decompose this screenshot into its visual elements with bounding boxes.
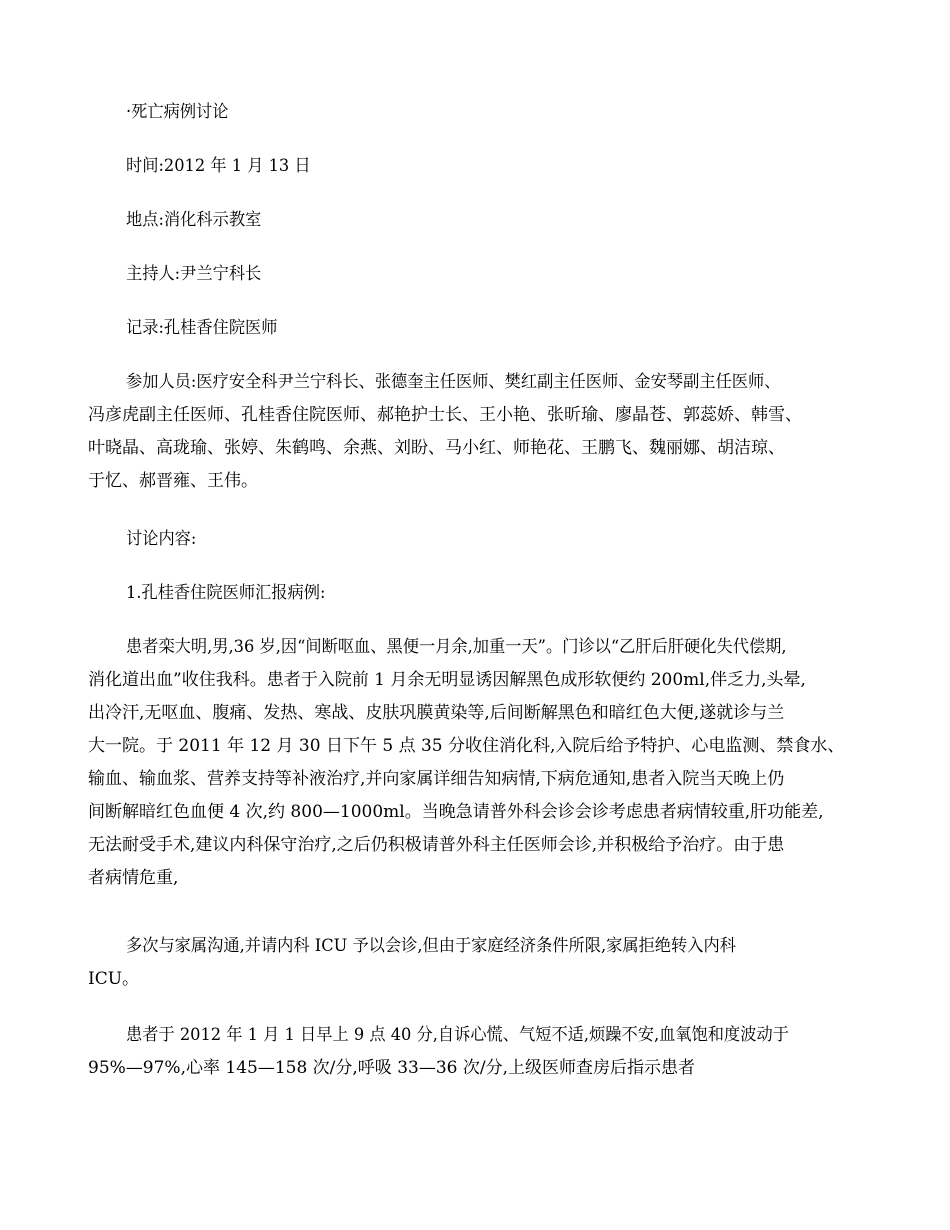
case-line: 大一院。于 2011 年 12 月 30 日下午 5 点 35 分收住消化科,入院后给予特护、心电监测、禁食水、 [88,736,845,756]
attendees-line: 参加人员:医疗安全科尹兰宁科长、张德奎主任医师、樊红副主任医师、金安琴副主任医师、 [126,372,781,392]
meeting-time: 时间:2012 年 1 月 13 日 [126,156,311,176]
attendees-line: 冯彦虎副主任医师、孔桂香住院医师、郝艳护士长、王小艳、张昕瑜、廖晶苍、郭蕊娇、韩雪、 [88,405,802,425]
attendees-line: 叶晓晶、高珑瑜、张婷、朱鹤鸣、余燕、刘盼、马小红、师艳花、王鹏飞、魏丽娜、胡洁琼、 [88,438,785,458]
case-line: 间断解暗红色血便 4 次,约 800—1000ml。当晚急请普外科会诊会诊考虑患者病情较重,肝功能差, [88,802,824,822]
followup-line: 患者于 2012 年 1 月 1 日早上 9 点 40 分,自诉心慌、气短不适,烦躁不安,血氧饱和度波动于 [126,1025,789,1045]
meeting-recorder: 记录:孔桂香住院医师 [126,318,278,338]
meeting-host: 主持人:尹兰宁科长 [126,264,262,284]
case-line: 患者栾大明,男,36 岁,因“间断呕血、黑便一月余,加重一天”。门诊以“乙肝后肝硬化失代偿期, [126,637,787,657]
attendees-line: 于忆、郝晋雍、王伟。 [88,471,258,491]
discussion-heading: 讨论内容: [126,529,197,549]
meeting-location: 地点:消化科示教室 [126,210,262,230]
case-line: 消化道出血”收住我科。患者于入院前 1 月余无明显诱因解黑色成形软便约 200ml,伴乏力,头晕, [88,670,806,690]
communication-line: ICU。 [88,969,140,989]
document-title: ·死亡病例讨论 [126,102,229,122]
case-line: 无法耐受手术,建议内科保守治疗,之后仍积极请普外科主任医师会诊,并积极给予治疗。由于患 [88,835,785,855]
followup-line: 95%—97%,心率 145—158 次/分,呼吸 33—36 次/分,上级医师查房后指示患者 [88,1058,696,1078]
case-line: 输血、输血浆、营养支持等补液治疗,并向家属详细告知病情,下病危通知,患者入院当天晚上仍 [88,769,785,789]
case-line: 出冷汗,无呕血、腹痛、发热、寒战、皮肤巩膜黄染等,后间断解黑色和暗红色大便,遂就诊与兰 [88,703,785,723]
case-line: 者病情危重, [88,868,179,888]
report-heading: 1.孔桂香住院医师汇报病例: [126,583,326,603]
communication-line: 多次与家属沟通,并请内科 ICU 予以会诊,但由于家庭经济条件所限,家属拒绝转入内科 [126,936,736,956]
